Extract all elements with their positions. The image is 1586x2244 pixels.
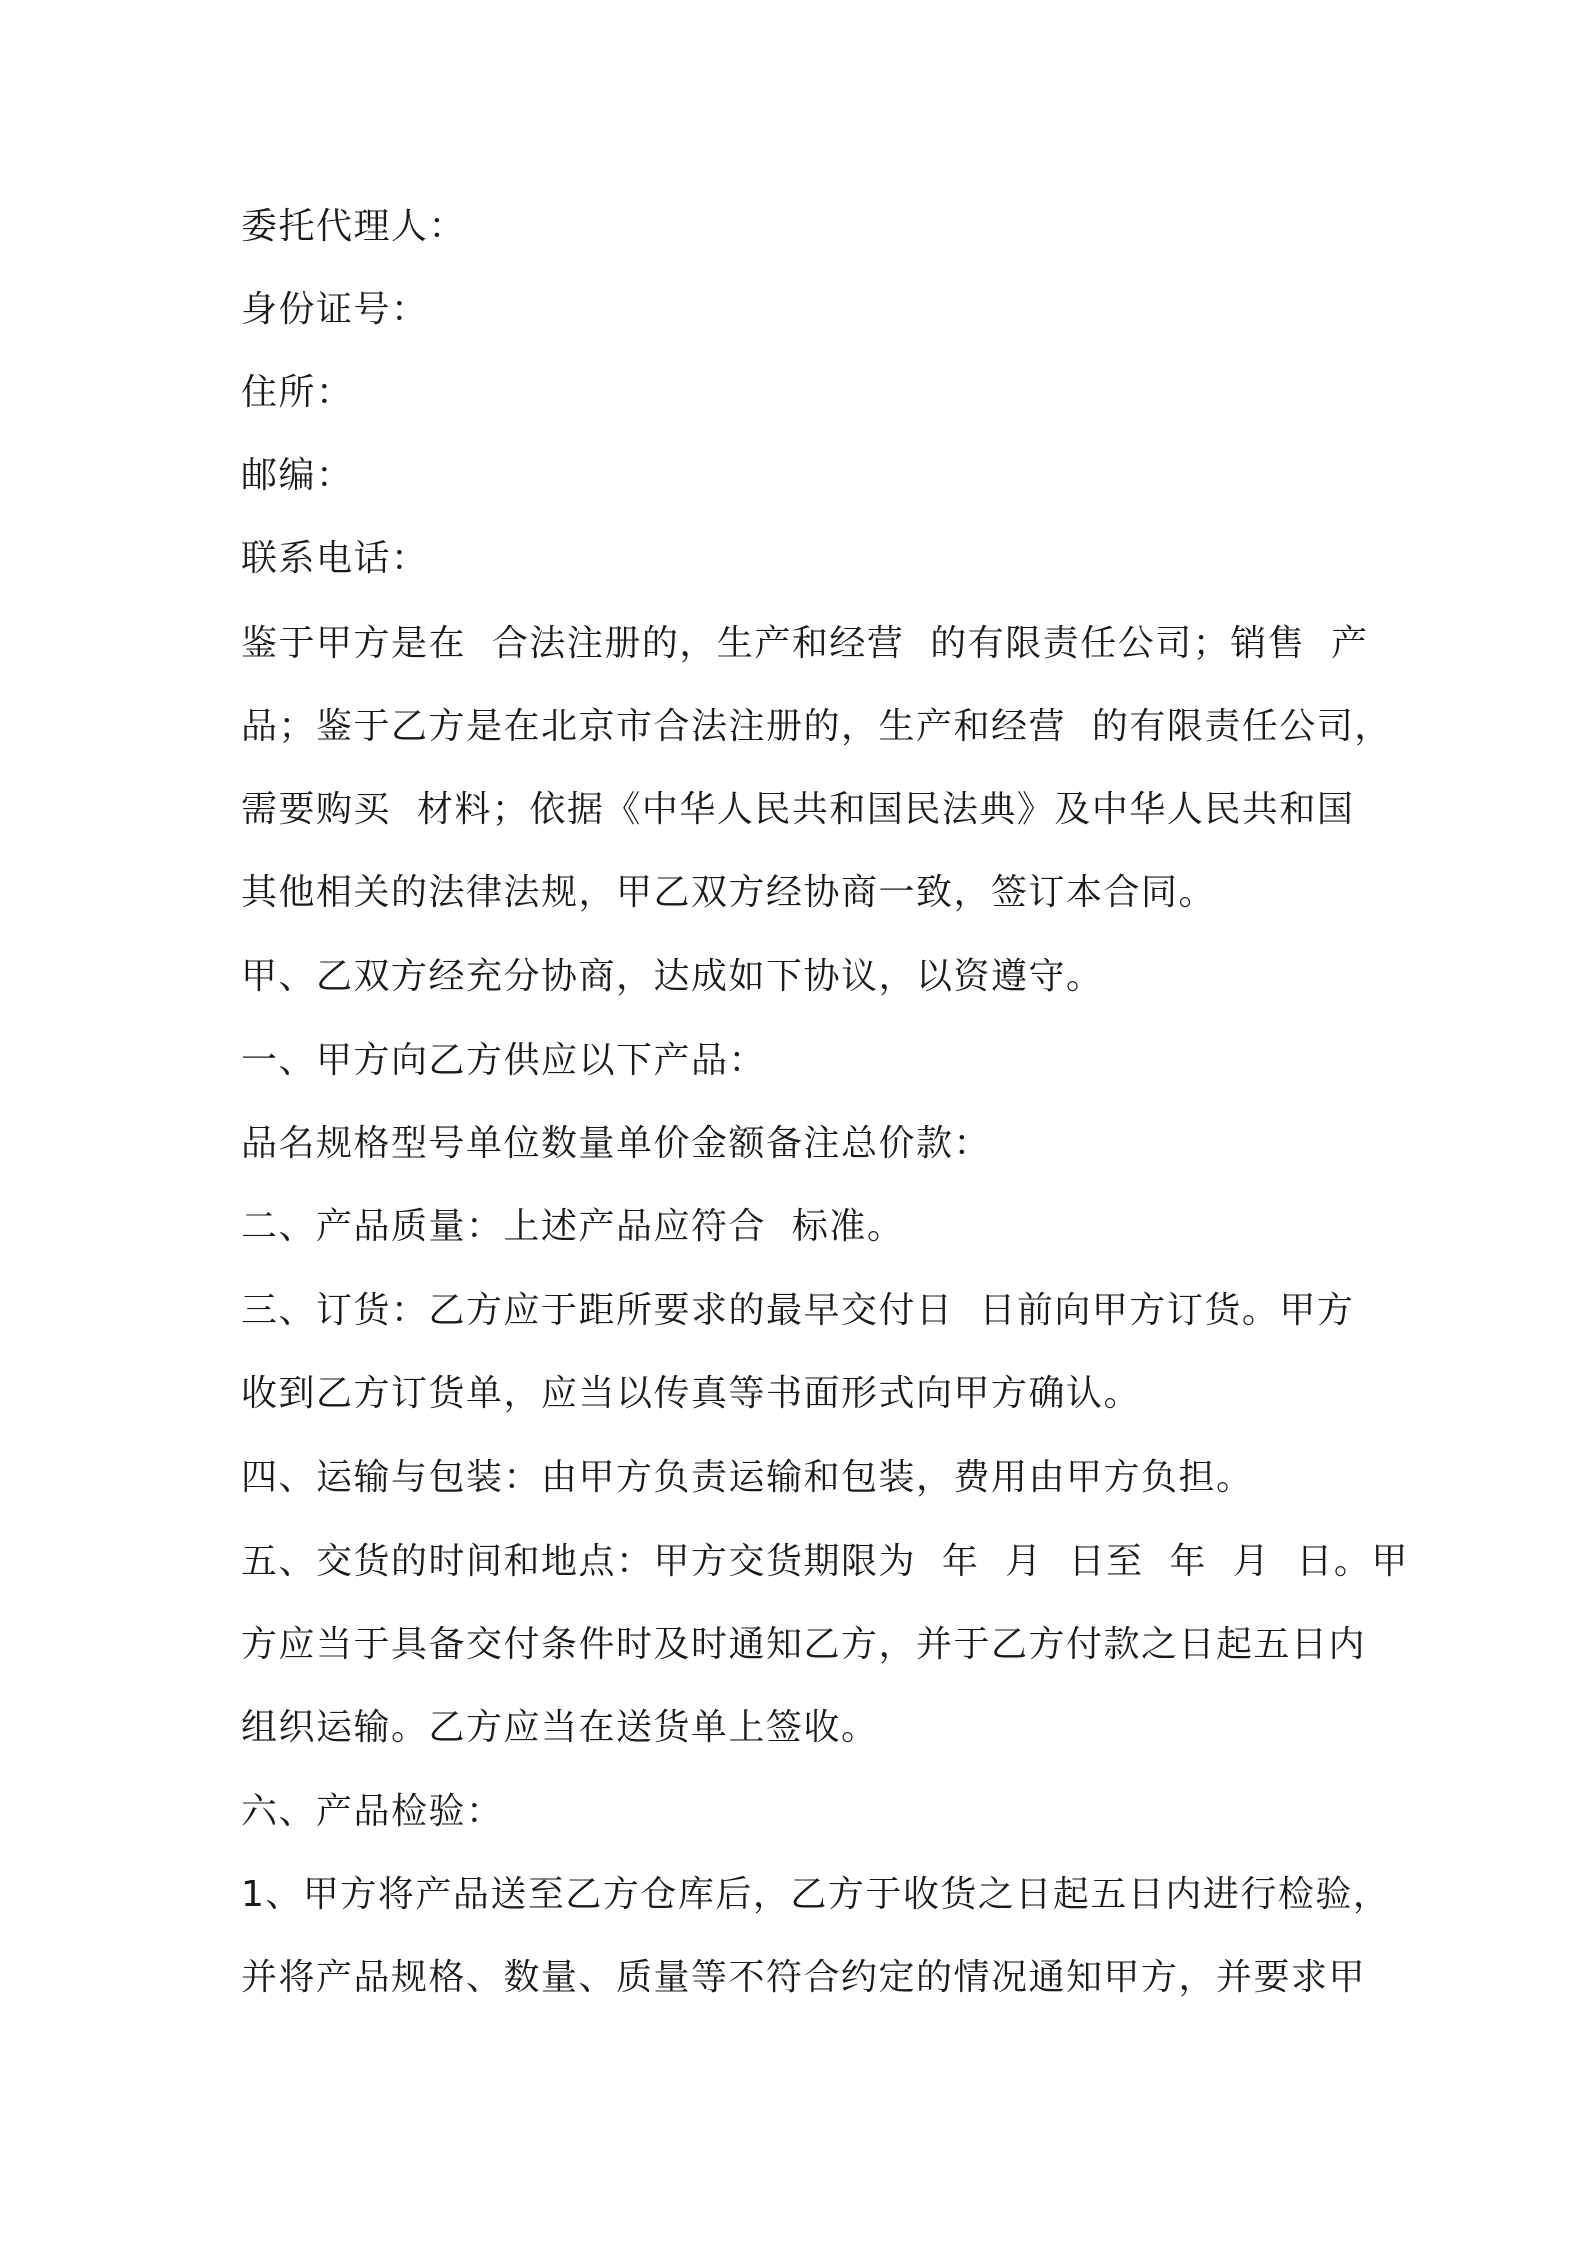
clause-2-quality: 二、产品质量：上述产品应符合 标准。: [241, 1206, 905, 1247]
agreement-line: 甲、乙双方经充分协商，达成如下协议，以资遵守。: [241, 956, 1104, 997]
preamble-line-1: 鉴于甲方是在 合法注册的，生产和经营 的有限责任公司；销售 产: [241, 623, 1369, 664]
postcode-line: 邮编：: [241, 455, 354, 496]
address-line: 住所：: [241, 372, 354, 413]
clause-1-heading: 一、甲方向乙方供应以下产品：: [241, 1040, 767, 1081]
product-table-header: 品名规格型号单位数量单价金额备注总价款：: [241, 1123, 992, 1164]
preamble-line-2: 品；鉴于乙方是在北京市合法注册的，生产和经营 的有限责任公司，: [241, 706, 1392, 747]
clause-6-item-1-line-2: 并将产品规格、数量、质量等不符合约定的情况通知甲方，并要求甲: [241, 1957, 1367, 1998]
clause-4-transport: 四、运输与包装：由甲方负责运输和包装，费用由甲方负担。: [241, 1457, 1254, 1498]
preamble-line-4: 其他相关的法律法规，甲乙双方经协商一致，签订本合同。: [241, 872, 1217, 913]
clause-3-order-line-2: 收到乙方订货单，应当以传真等书面形式向甲方确认。: [241, 1373, 1142, 1414]
preamble-line-3: 需要购买 材料；依据《中华人民共和国民法典》及中华人民共和国: [241, 789, 1355, 830]
clause-5-delivery-line-2: 方应当于具备交付条件时及时通知乙方，并于乙方付款之日起五日内: [241, 1624, 1367, 1665]
clause-3-order-line-1: 三、订货：乙方应于距所要求的最早交付日 日前向甲方订货。甲方: [241, 1290, 1355, 1331]
clause-5-delivery-line-3: 组织运输。乙方应当在送货单上签收。: [241, 1707, 879, 1748]
clause-6-item-1-line-1: 1、甲方将产品送至乙方仓库后，乙方于收货之日起五日内进行检验，: [241, 1874, 1391, 1915]
clause-5-delivery-line-1: 五、交货的时间和地点：甲方交货期限为 年 月 日至 年 月 日。甲: [241, 1541, 1409, 1582]
clause-6-heading: 六、产品检验：: [241, 1791, 504, 1832]
id-number-line: 身份证号：: [241, 289, 429, 330]
agent-line: 委托代理人：: [241, 206, 467, 247]
phone-line: 联系电话：: [241, 538, 429, 579]
